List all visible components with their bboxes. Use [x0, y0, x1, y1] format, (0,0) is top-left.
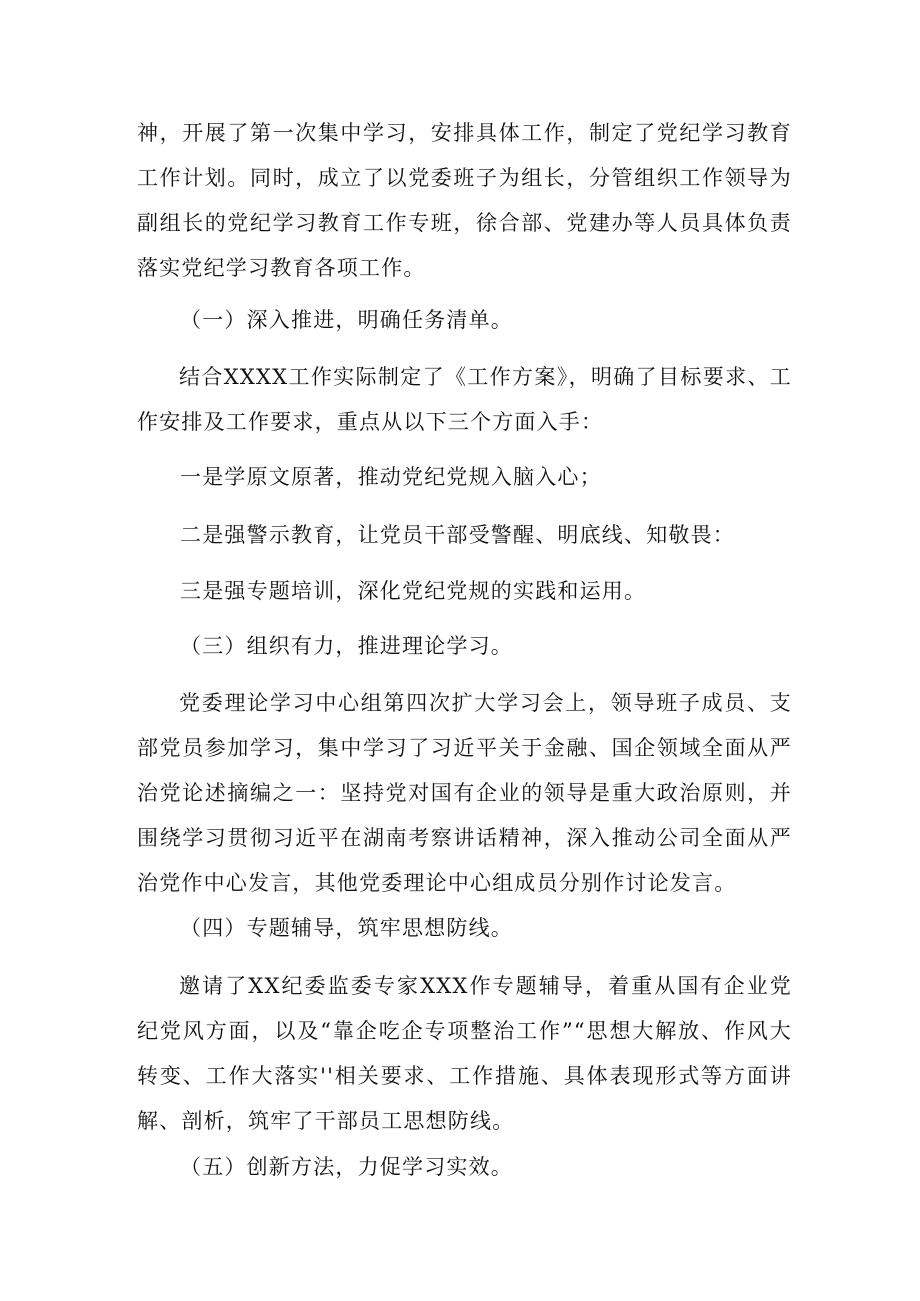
list-item: 一是学原文原著，推动党纪党规入脑入心； [180, 465, 602, 489]
section-heading: （三）组织有力，推进理论学习。 [180, 634, 513, 658]
section-heading: （一）深入推进，明确任务清单。 [180, 308, 513, 332]
section-heading: （五）创新方法，力促学习实效。 [180, 1155, 513, 1179]
body-paragraph: 结合XXXX工作实际制定了《工作方案》，明确了目标要求、工作安排及工作要求，重点从以下三个方面入手： [137, 365, 792, 434]
body-paragraph: 邀请了XX纪委监委专家XXX作专题辅导，着重从国有企业党纪党风方面，以及“靠企吃企专项整治工作”“思想大解放、作风大转变、工作大落实''相关要求、工作措施、具体表现形式等方面讲解、剖析，筑牢了干部员工思想防线。 [137, 974, 792, 1133]
body-paragraph: 党委理论学习中心组第四次扩大学习会上，领导班子成员、支部党员参加学习，集中学习了习近平关于金融、国企领域全面从严治党论述摘编之一：坚持党对国有企业的领导是重大政治原则，并围绕学习贯彻习近平在湖南考察讲话精神，深入推动公司全面从严治党作中心发言，其他党委理论中心组成员分别作讨论发言。 [137, 691, 792, 895]
section-heading: （四）专题辅导，筑牢思想防线。 [180, 916, 513, 940]
list-item: 三是强专题培训，深化党纪党规的实践和运用。 [180, 579, 647, 603]
list-item: 二是强警示教育，让党员干部受警醒、明底线、知敬畏： [180, 523, 735, 547]
body-paragraph: 神，开展了第一次集中学习，安排具体工作，制定了党纪学习教育工作计划。同时，成立了以党委班子为组长，分管组织工作领导为副组长的党纪学习教育工作专班，徐合部、党建办等人员具体负责落实党纪学习教育各项工作。 [137, 121, 792, 280]
